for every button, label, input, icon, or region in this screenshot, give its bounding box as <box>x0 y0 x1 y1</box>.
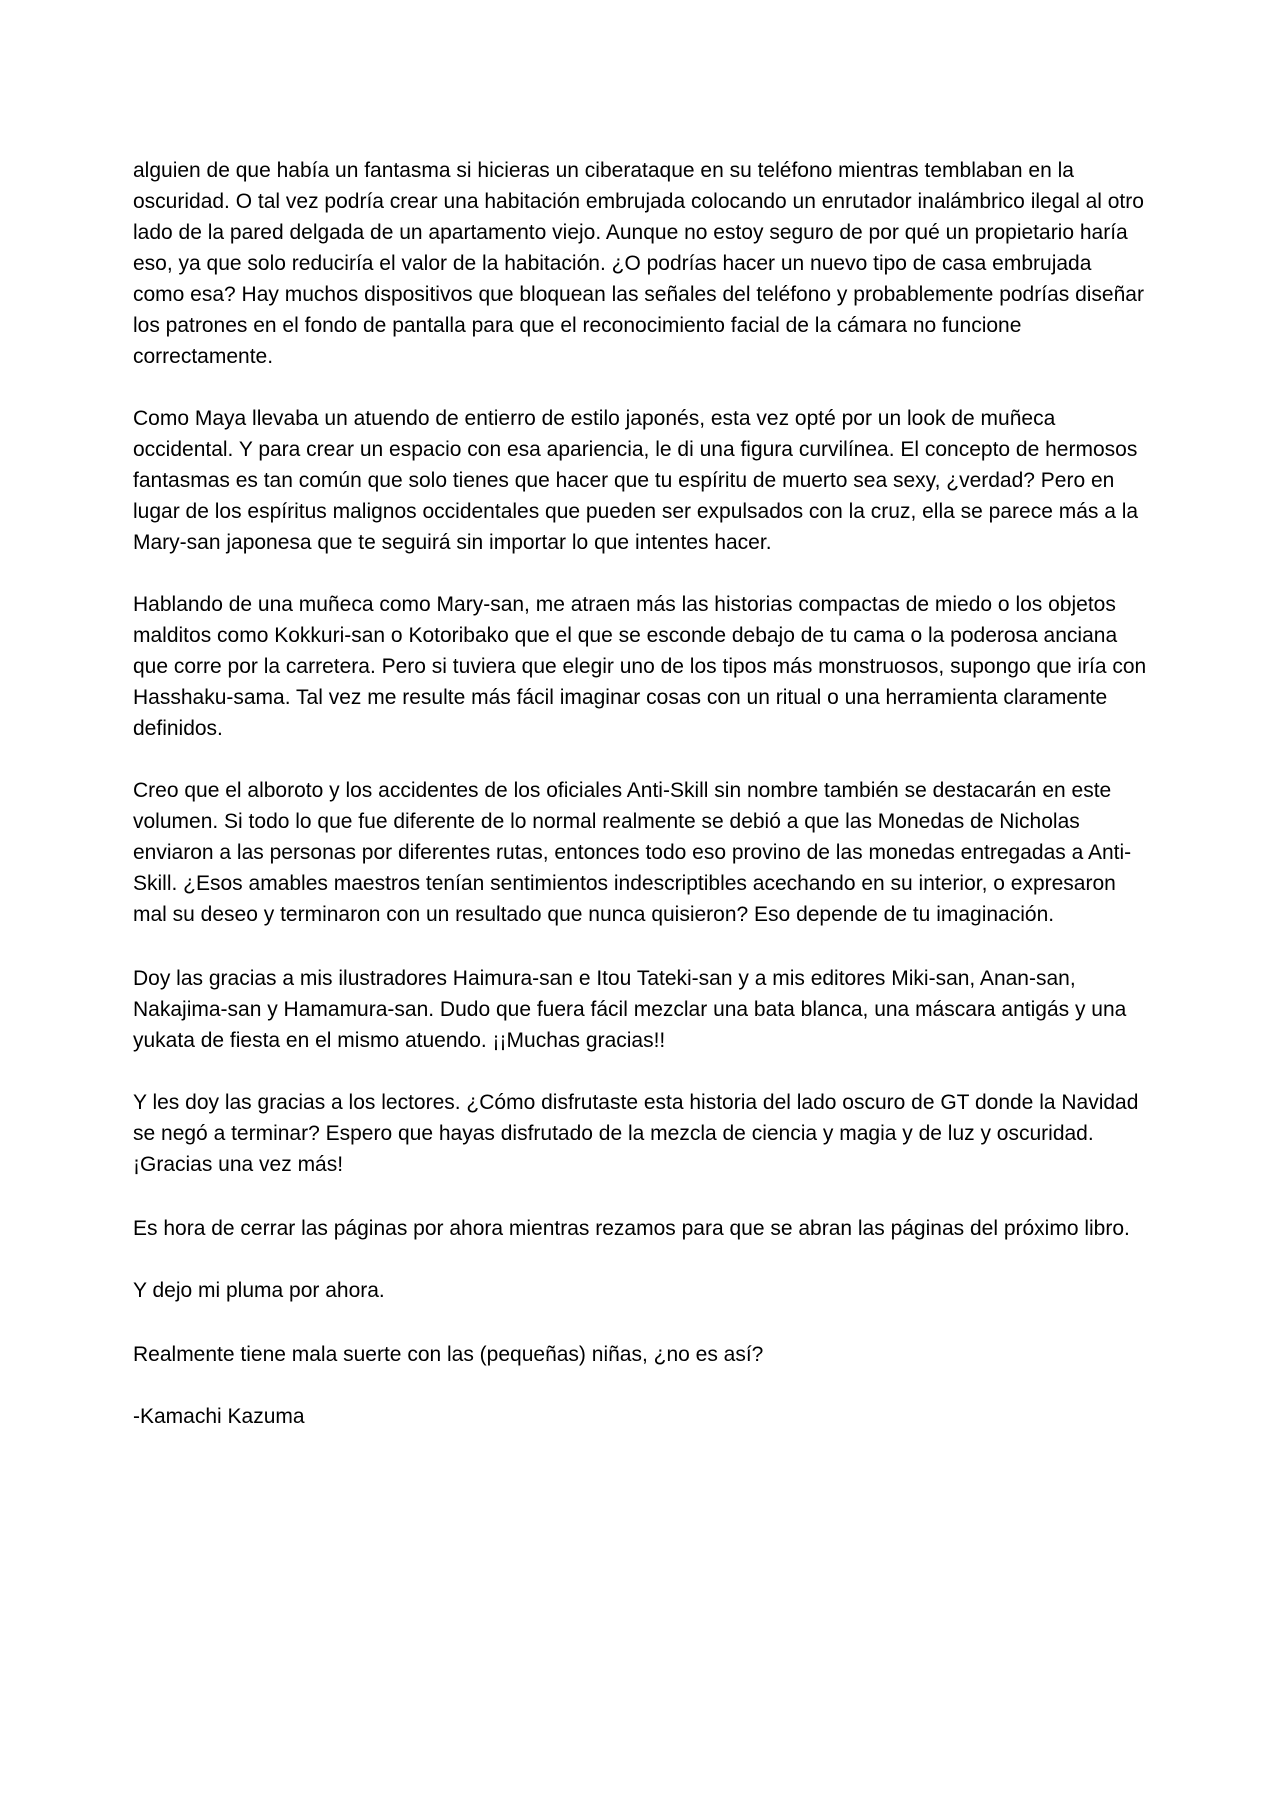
paragraph-thanks-readers: Y les doy las gracias a los lectores. ¿Cómo disfrutaste esta historia del lado oscuro de GT donde la Navidad se negó a terminar? Espero que hayas disfrutado de la mezcla de ciencia y magia y de luz y oscuridad. ¡Gracias una vez más! <box>133 1091 1139 1176</box>
document-page <box>133 155 1148 1463</box>
paragraph-anti-skill: Creo que el alboroto y los accidentes de los oficiales Anti-Skill sin nombre también se destacarán en este volumen. Si todo lo que fue diferente de lo normal realmente se debió a que las Monedas de Nicholas enviaron a las personas por diferentes rutas, entonces todo eso provino de las monedas entregadas a Anti-Skill. ¿Esos amables maestros tenían sentimientos indescriptibles acechando en su interior, o expresaron mal su deseo y terminaron con un resultado que nunca quisieron? Eso depende de tu imaginación. <box>133 779 1132 926</box>
paragraph-closing-pages: Es hora de cerrar las páginas por ahora mientras rezamos para que se abran las páginas del próximo libro. <box>133 1217 1130 1240</box>
paragraph-mary-san-stories: Hablando de una muñeca como Mary-san, me atraen más las historias compactas de miedo o los objetos malditos como Kokkuri-san o Kotoribako que el que se esconde debajo de tu cama o la poderosa anciana que corre por la carretera. Pero si tuviera que elegir uno de los tipos más monstruosos, supongo que iría con Hasshaku-sama. Tal vez me resulte más fácil imaginar cosas con un ritual o una herramienta claramente definidos. <box>133 593 1147 740</box>
paragraph-maya-western-doll: Como Maya llevaba un atuendo de entierro de estilo japonés, esta vez opté por un look de muñeca occidental. Y para crear un espacio con esa apariencia, le di una figura curvilínea. El concepto de hermosos fantasmas es tan común que solo tienes que hacer que tu espíritu de muerto sea sexy, ¿verdad? Pero en lugar de los espíritus malignos occidentales que pueden ser expulsados con la cruz, ella se parece más a la Mary-san japonesa que te seguirá sin importar lo que intentes hacer. <box>133 407 1139 554</box>
paragraph-cyberattack-ghost: alguien de que había un fantasma si hicieras un ciberataque en su teléfono mientras temblaban en la oscuridad. O tal vez podría crear una habitación embrujada colocando un enrutador inalámbrico ilegal al otro lado de la pared delgada de un apartamento viejo. Aunque no estoy seguro de por qué un propietario haría eso, ya que solo reduciría el valor de la habitación. ¿O podrías hacer un nuevo tipo de casa embrujada como esa? Hay muchos dispositivos que bloquean las señales del teléfono y probablemente podrías diseñar los patrones en el fondo de pantalla para que el reconocimiento facial de la cámara no funcione correctamente. <box>133 159 1144 368</box>
paragraph-pen-down: Y dejo mi pluma por ahora. <box>133 1279 385 1302</box>
paragraph-thanks-illustrators: Doy las gracias a mis ilustradores Haimura-san e Itou Tateki-san y a mis editores Miki-san, Anan-san, Nakajima-san y Hamamura-san. Dudo que fuera fácil mezclar una bata blanca, una máscara antigás y una yukata de fiesta en el mismo atuendo. ¡¡Muchas gracias!! <box>133 967 1127 1052</box>
author-signature: -Kamachi Kazuma <box>133 1405 305 1428</box>
paragraph-bad-luck-girls: Realmente tiene mala suerte con las (pequeñas) niñas, ¿no es así? <box>133 1343 764 1366</box>
